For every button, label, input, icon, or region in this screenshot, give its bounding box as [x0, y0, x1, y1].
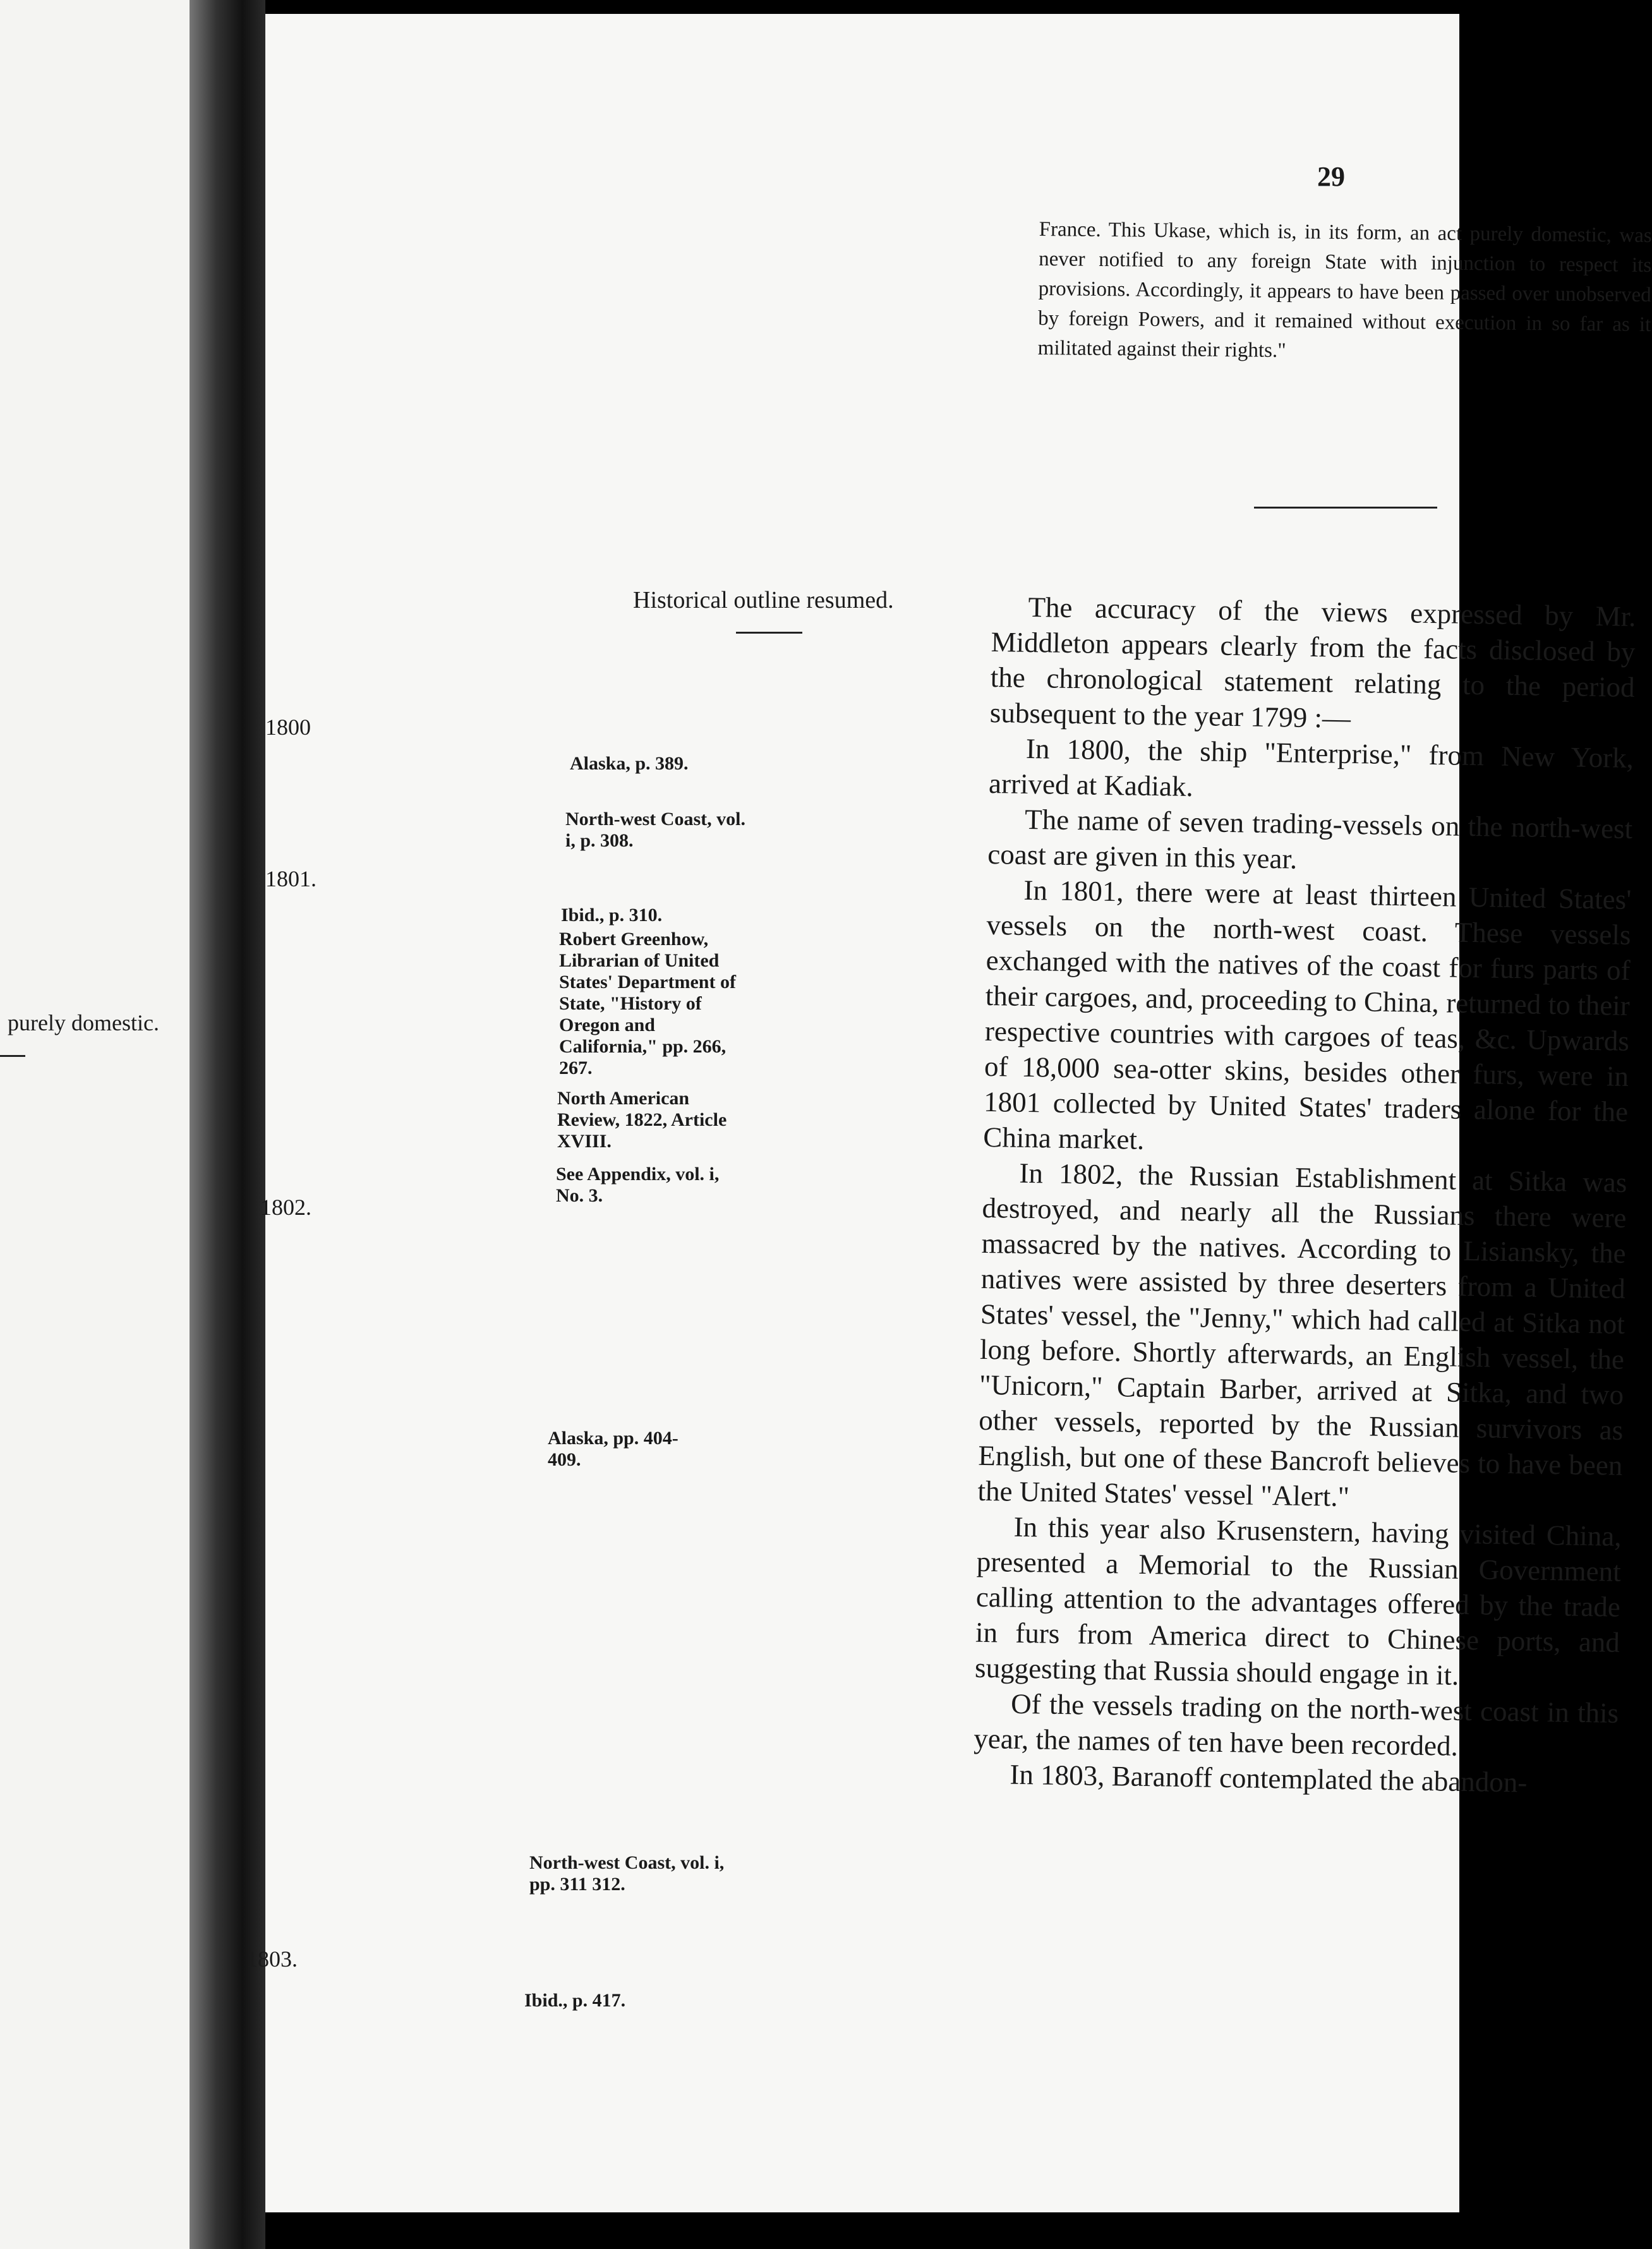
- body-paragraph: The name of seven trading-vessels on the north-west coast are given in this year.: [987, 803, 1633, 875]
- body-paragraph: In 1803, Baranoff contemplated the abandon-: [1010, 1758, 1528, 1799]
- facing-page: [0, 0, 190, 2249]
- body-paragraph: In 1802, the Russian Establishment at Sitka was destroyed, and nearly all the Russians there were massacred by the natives. According to Lisiansky, the natives were assisted by three deserters from a United States' vessel, the "Jenny," which had called at Sitka not long before. Shortly afterwards, an English vessel, the "Unicorn," Captain Barber, arrived at Sitka, and two other vessels, reported by the Russian survivors as English, but one of these Bancroft believes to have been the United States' vessel "Alert.": [977, 1157, 1627, 1513]
- margin-citation: North-west Coast, vol. i, p. 308.: [565, 809, 745, 851]
- body-paragraph: The accuracy of the views expressed by Mr. Middleton appears clearly from the facts disclosed by the chronological statement relating to the period subsequent to the year 1799 :—: [989, 591, 1636, 734]
- margin-citation: North-west Coast, vol. i, pp. 311 312.: [529, 1852, 725, 1895]
- book-page: [246, 14, 1652, 2212]
- side-heading-rule: [736, 632, 802, 634]
- margin-year-1802: 1802.: [260, 1195, 311, 1220]
- body-paragraph: Of the vessels trading on the north-west coast in this year, the names of ten have been recorded.: [974, 1687, 1619, 1762]
- margin-citation: North American Review, 1822, Article XVIII.: [557, 1088, 727, 1152]
- margin-year-1803: 1803.: [246, 1946, 298, 1972]
- page-number: 29: [1317, 161, 1345, 192]
- margin-year-1801: 1801.: [265, 866, 317, 891]
- quoted-passage: [1038, 215, 1652, 370]
- body-paragraph: In this year also Krusenstern, having visited China, presented a Memorial to the Russian Government calling attention to the advantages offered by the trade in furs from America direct to Chinese ports, and suggesting that Russia should engage in it.: [974, 1510, 1622, 1691]
- facing-page-margin-note: purely domestic.: [8, 1010, 159, 1035]
- margin-citation: Alaska, p. 389.: [570, 753, 689, 774]
- body-text: [973, 589, 1636, 1802]
- section-divider: [1254, 507, 1437, 509]
- margin-citation: See Appendix, vol. i, No. 3.: [556, 1164, 720, 1206]
- margin-year-1800: 1800: [265, 714, 311, 740]
- body-paragraph: In 1801, there were at least thirteen United States' vessels on the north-west coast. These vessels exchanged with the natives of the coast for furs parts of their cargoes, and, proceeding to China, returned to their respective countries with cargoes of teas, &c. Upwards of 18,000 sea-otter skins, besides other furs, were in 1801 collected by United States' traders alone for the China market.: [982, 874, 1632, 1155]
- facing-page-dash: [0, 1055, 25, 1057]
- margin-citation: Ibid., p. 310.: [561, 905, 663, 926]
- margin-citation: Alaska, pp. 404-409.: [548, 1428, 678, 1470]
- body-paragraph: In 1800, the ship "Enterprise," from New York, arrived at Kadiak.: [988, 732, 1634, 803]
- margin-citation: Ibid., p. 417.: [524, 1990, 626, 2011]
- quoted-paragraph: France. This Ukase, which is, in its form, an act purely domestic, was never notified to any foreign State with injunction to respect its provisions. Accordingly, it appears to have been passed over unobserved by foreign Powers, and it remained without execution in so far as it militated against their rights.": [1037, 217, 1652, 363]
- margin-citation: Robert Greenhow, Librarian of United States' Department of State, "History of Oregon and California," pp. 266, 267.: [559, 929, 736, 1078]
- book-gutter: [190, 0, 265, 2249]
- side-heading: Historical outline resumed.: [633, 587, 894, 613]
